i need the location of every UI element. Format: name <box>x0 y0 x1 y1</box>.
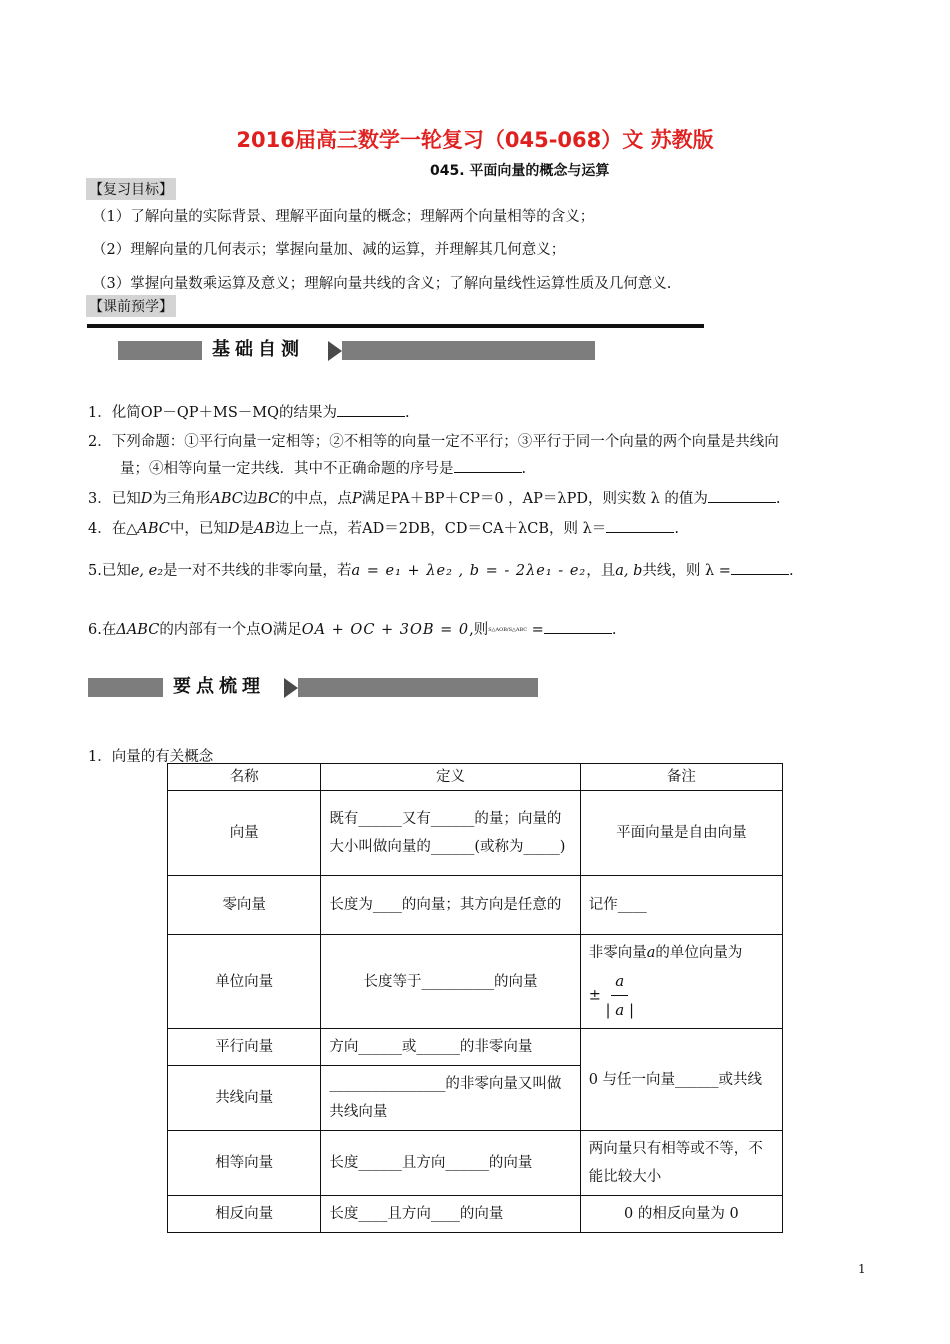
table-row <box>168 791 783 876</box>
question-5: 5.已知e, e₂是一对不共线的非零向量，若a = e₁ + λe₂ , b = - 2λe₁ - e₂，且a, b共线，则 λ = . <box>88 563 794 579</box>
table-row <box>168 1196 783 1233</box>
section-banner-right-bar <box>298 678 538 697</box>
header-note: 备注 <box>580 764 782 791</box>
section-banner-left-bar <box>118 341 202 360</box>
question-2: 2．下列命题：①平行向量一定相等；②不相等的向量一定不平行；③平行于同一个向量的两个向量是共线向 量；④相等向量一定共线．其中不正确命题的序号是 . <box>88 434 779 477</box>
table-row <box>168 1131 783 1196</box>
table-row <box>168 1029 783 1066</box>
section-banner-left-bar <box>88 678 163 697</box>
row-name: 平行向量 <box>168 1029 321 1066</box>
page-number: 1 <box>858 1262 866 1276</box>
question-4: 4．在△ABC中，已知D是AB边上一点，若AD＝2DB，CD＝CA＋λCB，则 λ＝ . <box>88 521 679 537</box>
arrow-right-icon <box>328 341 342 361</box>
header-name: 名称 <box>168 764 321 791</box>
table-row <box>168 935 783 1029</box>
unit-vector-fraction: $\frac{a}{| a |}$ <box>605 967 634 1024</box>
row-definition: 长度____且方向____的向量 <box>321 1196 580 1233</box>
table-header-row <box>168 764 783 791</box>
row-note: 两向量只有相等或不等，不能比较大小 <box>580 1131 782 1196</box>
section-banner-right-bar <box>342 341 595 360</box>
row-definition: 长度等于__________的向量 <box>321 935 580 1029</box>
concepts-heading: 1．向量的有关概念 <box>88 749 214 765</box>
row-name: 相反向量 <box>168 1196 321 1233</box>
preview-tag: 【课前预学】 <box>86 295 176 317</box>
goal-item-1: （1）了解向量的实际背景、理解平面向量的概念；理解两个向量相等的含义； <box>92 209 595 225</box>
review-goals-tag: 【复习目标】 <box>86 178 176 200</box>
question-3: 3．已知D为三角形ABC边BC的中点，点P满足PA＋BP＋CP＝0 ，AP＝λPD，则实数 λ 的值为 . <box>88 491 781 507</box>
section-basic-label: 基础自测 <box>202 339 314 361</box>
question-1: 1．化简OP－QP＋MS－MQ的结果为 . <box>88 405 410 421</box>
divider-rule <box>87 324 704 328</box>
lesson-subtitle: 045. 平面向量的概念与运算 <box>430 163 610 179</box>
row-name: 共线向量 <box>168 1066 321 1131</box>
goal-item-3: （3）掌握向量数乘运算及意义；理解向量共线的含义；了解向量线性运算性质及几何意义. <box>92 276 672 292</box>
arrow-right-icon <box>284 678 298 698</box>
row-note: 平面向量是自由向量 <box>580 791 782 876</box>
row-note: 非零向量a的单位向量为 ± $\frac{a}{| a |}$ <box>580 935 782 1029</box>
header-definition: 定义 <box>321 764 580 791</box>
row-note: 记作____ <box>580 876 782 935</box>
row-definition: 长度为____的向量；其方向是任意的 <box>321 876 580 935</box>
row-note: 0 与任一向量______或共线 <box>580 1029 782 1131</box>
row-name: 单位向量 <box>168 935 321 1029</box>
section-key-label: 要点梳理 <box>163 676 275 698</box>
table-row <box>168 876 783 935</box>
row-definition: 方向______或______的非零向量 <box>321 1029 580 1066</box>
row-definition: ________________的非零向量又叫做共线向量 <box>321 1066 580 1131</box>
row-name: 相等向量 <box>168 1131 321 1196</box>
row-definition: 长度______且方向______的向量 <box>321 1131 580 1196</box>
row-definition: 既有______又有______的量；向量的大小叫做向量的______(或称为_____) <box>321 791 580 876</box>
row-note: 0 的相反向量为 0 <box>580 1196 782 1233</box>
goal-item-2: （2）理解向量的几何表示；掌握向量加、减的运算，并理解其几何意义； <box>92 242 566 258</box>
row-name: 零向量 <box>168 876 321 935</box>
question-6: 6.在ΔABC的内部有一个点O满足OA + OC + 3OB = 0,则S△AOB/S△ABC = . <box>88 622 617 638</box>
row-name: 向量 <box>168 791 321 876</box>
concepts-table <box>167 763 783 1233</box>
document-title: 2016届高三数学一轮复习（045-068）文 苏教版 <box>236 128 714 152</box>
